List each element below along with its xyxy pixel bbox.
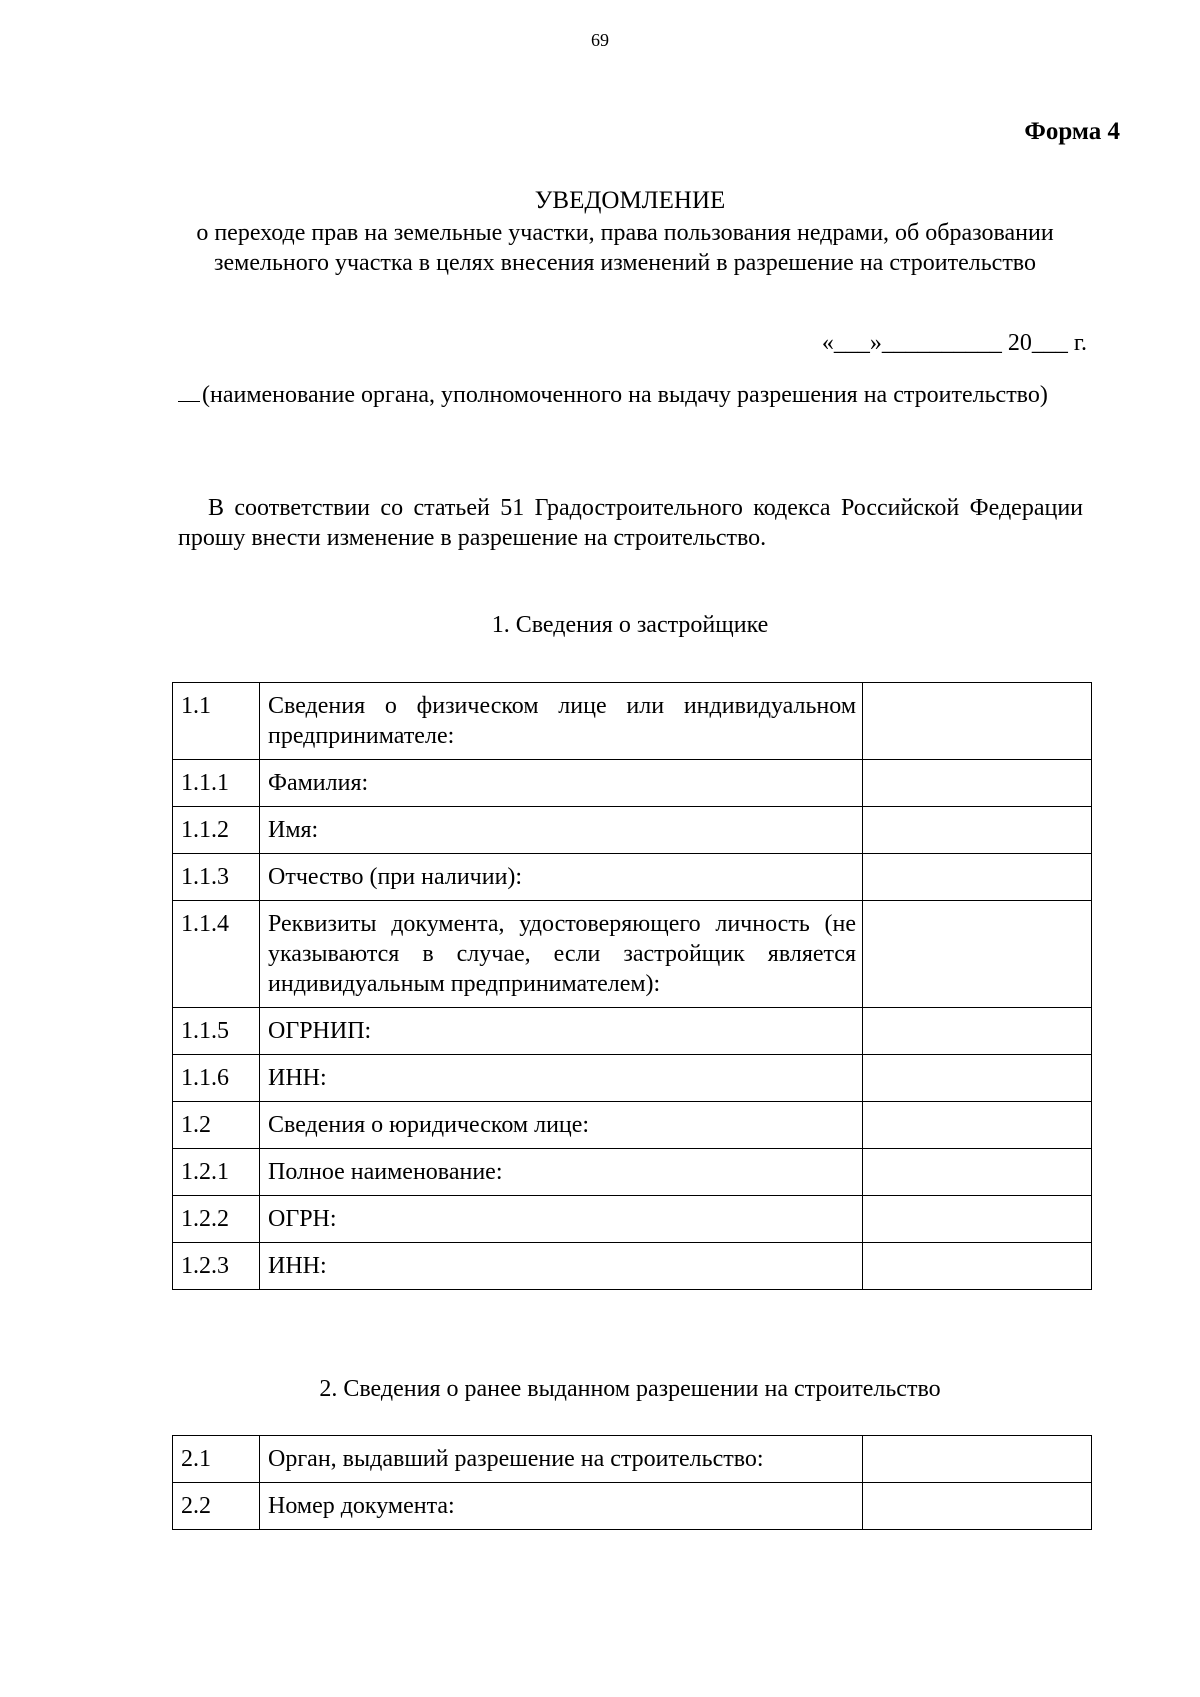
page-number: 69 [591,30,609,50]
row-label: ОГРНИП: [260,1008,863,1055]
row-label: Орган, выдавший разрешение на строительство: [260,1436,863,1483]
table-row [173,1243,1092,1290]
row-number: 1.2 [173,1102,260,1149]
row-label: Имя: [260,807,863,854]
row-label: Реквизиты документа, удостоверяющего личность (не указываются в случае, если застройщик является индивидуальным предпринимателем): [260,901,863,1008]
row-number: 1.1.2 [173,807,260,854]
row-number: 1.2.2 [173,1196,260,1243]
row-number: 1.1.6 [173,1055,260,1102]
row-label: Сведения о юридическом лице: [260,1102,863,1149]
row-label: Полное наименование: [260,1149,863,1196]
table-row [173,760,1092,807]
section1-heading: 1. Сведения о застройщике [491,612,769,638]
row-label: Отчество (при наличии): [260,854,863,901]
section2-heading: 2. Сведения о ранее выданном разрешении на строительство [319,1376,941,1402]
table-row [173,901,1092,1008]
row-number: 1.1.4 [173,901,260,1008]
row-value-field[interactable] [863,1436,1092,1483]
row-number: 2.2 [173,1483,260,1530]
authority-field [178,380,1083,410]
row-number: 1.1.3 [173,854,260,901]
row-value-field[interactable] [863,683,1092,760]
row-value-field[interactable] [863,1196,1092,1243]
row-number: 1.1.5 [173,1008,260,1055]
developer-info-table [172,682,1092,1290]
row-value-field[interactable] [863,1055,1092,1102]
row-number: 1.1.1 [173,760,260,807]
document-subtitle: о переходе прав на земельные участки, права пользования недрами, об образовании земельного участка в целях внесения изменений в разрешение на строительство [196,220,1054,276]
row-value-field[interactable] [863,807,1092,854]
row-label: ИНН: [260,1055,863,1102]
row-value-field[interactable] [863,854,1092,901]
table-row [173,854,1092,901]
row-label: Сведения о физическом лице или индивидуальном предпринимателе: [260,683,863,760]
table-row [173,1149,1092,1196]
row-number: 1.2.1 [173,1149,260,1196]
row-number: 1.2.3 [173,1243,260,1290]
authority-placeholder: (наименование органа, уполномоченного на выдачу разрешения на строительство) [202,382,1048,408]
row-value-field[interactable] [863,1243,1092,1290]
row-label: ИНН: [260,1243,863,1290]
row-value-field[interactable] [863,1008,1092,1055]
authority-blank [178,381,200,402]
row-value-field[interactable] [863,1483,1092,1530]
table-row [173,1102,1092,1149]
row-value-field[interactable] [863,760,1092,807]
table-row [173,1436,1092,1483]
row-number: 2.1 [173,1436,260,1483]
row-label: ОГРН: [260,1196,863,1243]
table-row [173,807,1092,854]
date-line: «___»__________ 20___ г. [821,330,1087,356]
document-title: УВЕДОМЛЕНИЕ [534,187,726,214]
table-row [173,683,1092,760]
table-row [173,1196,1092,1243]
row-number: 1.1 [173,683,260,760]
request-text: В соответствии со статьей 51 Градостроительного кодекса Российской Федерации прошу внести изменение в разрешение на строительство. [178,495,1083,551]
row-label: Фамилия: [260,760,863,807]
table-row [173,1055,1092,1102]
row-value-field[interactable] [863,901,1092,1008]
form-label: Форма 4 [1024,118,1120,145]
row-value-field[interactable] [863,1102,1092,1149]
table-row [173,1483,1092,1530]
row-value-field[interactable] [863,1149,1092,1196]
row-label: Номер документа: [260,1483,863,1530]
permit-info-table [172,1435,1092,1530]
table-row [173,1008,1092,1055]
request-paragraph [178,493,1083,553]
